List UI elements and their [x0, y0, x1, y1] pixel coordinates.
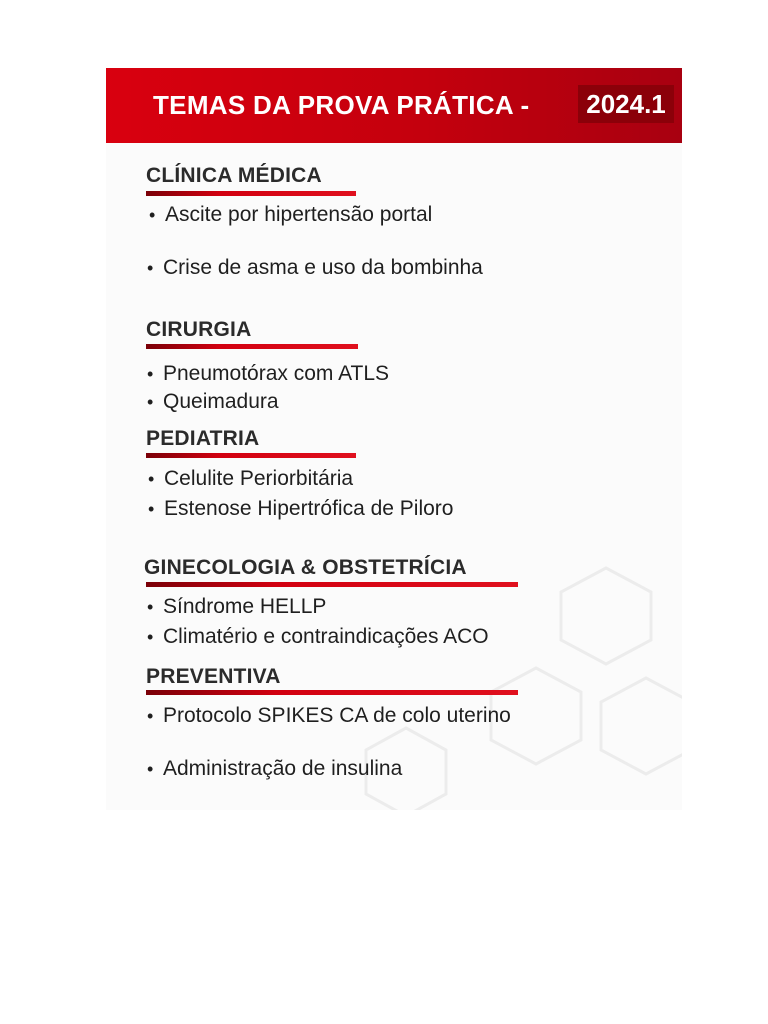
- list-item-label: Queimadura: [163, 390, 279, 413]
- list-item-label: Pneumotórax com ATLS: [163, 362, 390, 385]
- list-item: [148, 467, 353, 491]
- page-title: TEMAS DA PROVA PRÁTICA -: [153, 90, 530, 120]
- list-item: [147, 390, 279, 414]
- section-title-clinica-medica: CLÍNICA MÉDICA: [146, 164, 322, 187]
- bullet-icon: •: [149, 205, 156, 225]
- bullet-icon: •: [147, 627, 154, 647]
- section-title-pediatria: PEDIATRIA: [146, 427, 260, 450]
- list-item-label: Climatério e contraindicações ACO: [163, 625, 489, 648]
- section-underline: [146, 690, 518, 695]
- list-item: [147, 704, 511, 728]
- title-banner: [106, 68, 682, 143]
- section-title-cirurgia: CIRURGIA: [146, 318, 252, 341]
- bullet-icon: •: [147, 364, 154, 384]
- bullet-icon: •: [148, 499, 155, 519]
- section-underline: [146, 582, 518, 587]
- section-underline: [146, 453, 356, 458]
- list-item-label: Ascite por hipertensão portal: [165, 203, 433, 226]
- bullet-icon: •: [148, 469, 155, 489]
- list-item: [147, 595, 326, 619]
- section-title-ginecologia-obstetricia: GINECOLOGIA & OBSTETRÍCIA: [144, 556, 467, 579]
- list-item: [147, 256, 483, 280]
- bullet-icon: •: [147, 706, 154, 726]
- list-item-label: Síndrome HELLP: [163, 595, 327, 618]
- list-item-label: Administração de insulina: [163, 757, 403, 780]
- list-item: [148, 497, 453, 521]
- bullet-icon: •: [147, 392, 154, 412]
- bullet-icon: •: [147, 759, 154, 779]
- list-item-label: Crise de asma e uso da bombinha: [163, 256, 483, 279]
- bullet-icon: •: [147, 258, 154, 278]
- list-item: [147, 362, 389, 386]
- bullet-icon: •: [147, 597, 154, 617]
- section-underline: [146, 191, 356, 196]
- list-item: [147, 757, 402, 781]
- list-item-label: Estenose Hipertrófica de Piloro: [164, 497, 454, 520]
- list-item-label: Protocolo SPIKES CA de colo uterino: [163, 704, 511, 727]
- year-badge: 2024.1: [578, 85, 674, 123]
- section-title-preventiva: PREVENTIVA: [146, 665, 281, 688]
- list-item: [147, 625, 489, 649]
- section-underline: [146, 344, 358, 349]
- exam-topics-card: [106, 68, 682, 810]
- list-item-label: Celulite Periorbitária: [164, 467, 354, 490]
- list-item: [149, 203, 432, 227]
